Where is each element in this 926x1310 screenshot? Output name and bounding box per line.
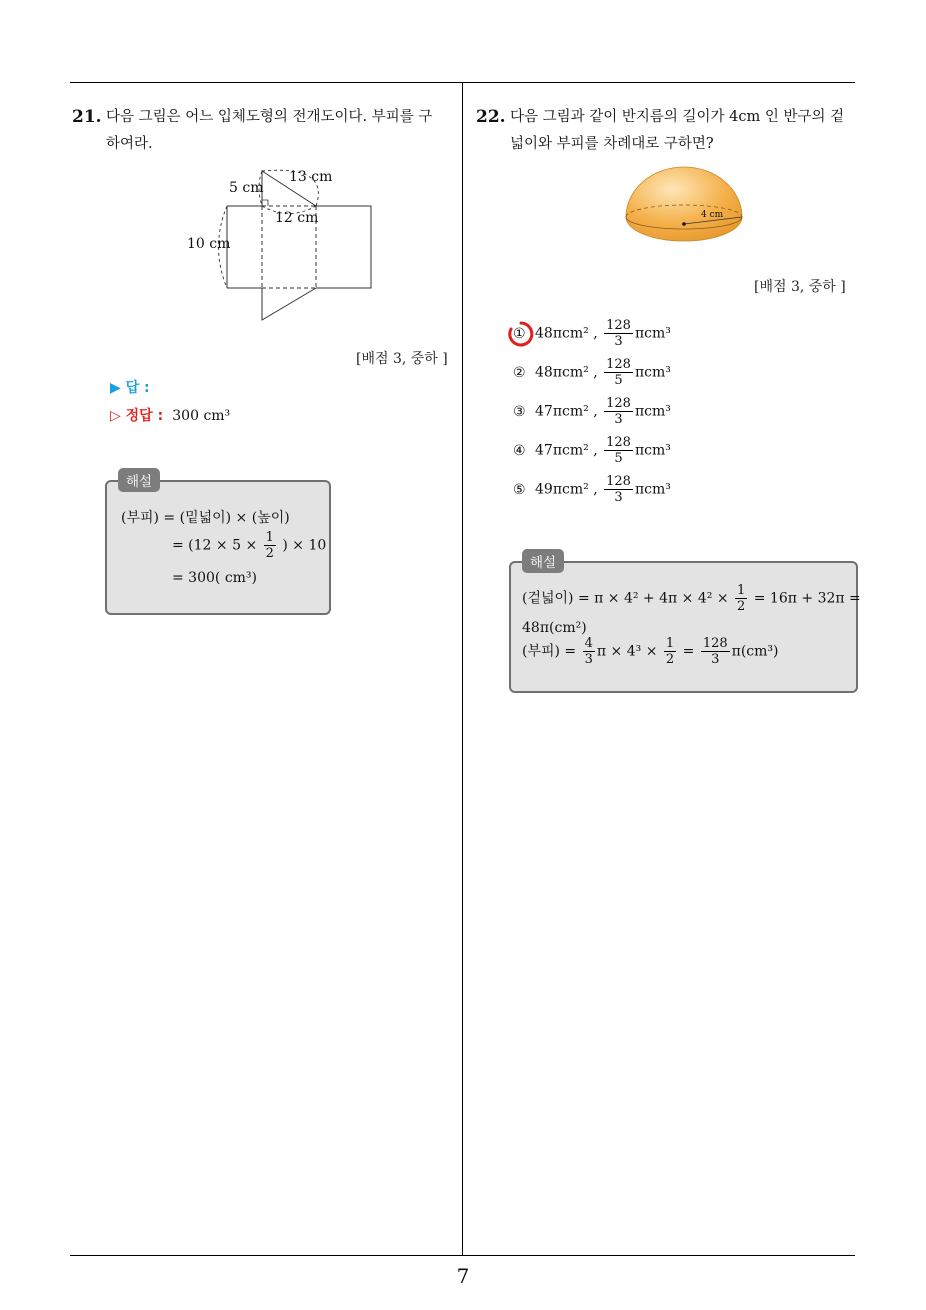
choice-4-num: 128 — [606, 435, 631, 450]
choice-3-fraction — [604, 396, 633, 427]
choice-3-num: 128 — [606, 396, 631, 411]
question-21-line1: 다음 그림은 어느 입체도형의 전개도이다. 부피를 구 — [106, 109, 433, 125]
question-22-text — [510, 104, 844, 158]
expl21-fraction — [264, 530, 276, 561]
choice-2-unit: πcm³ — [634, 364, 671, 381]
choice-2-num: 128 — [606, 357, 631, 372]
column-divider — [462, 83, 463, 1255]
label-13cm: 13 cm — [289, 169, 333, 185]
choice-5-number: ⑤ — [513, 481, 526, 498]
expl22-line1-b: = 16π + 32π = — [753, 590, 861, 607]
expl22-f1-num: 4 — [584, 636, 593, 651]
choice-4-den: 5 — [614, 451, 623, 466]
choice-3-area: 47πcm² , — [535, 403, 598, 420]
question-21-score: [배점 3, 중하 ] — [356, 351, 448, 367]
choice-5[interactable] — [513, 474, 671, 505]
hemisphere-body — [626, 167, 742, 241]
expl22-line3-d: π(cm³) — [731, 643, 779, 660]
correct-label: ▷ 정답 : — [110, 408, 164, 424]
expl22-l1-num: 1 — [737, 583, 746, 598]
answer-label: ▶ 답 : — [110, 380, 150, 396]
expl22-line1 — [522, 583, 861, 614]
choice-1-fraction — [604, 318, 633, 349]
bottom-triangle — [262, 288, 316, 320]
expl22-line3-b: π × 4³ × — [596, 643, 658, 660]
explanation-tag-21: 해설 — [118, 468, 160, 492]
expl21-frac-num: 1 — [265, 530, 274, 545]
expl21-line2 — [172, 530, 326, 561]
label-12cm: 12 cm — [275, 210, 319, 226]
expl22-l1-den: 2 — [737, 599, 746, 614]
choice-4-number: ④ — [513, 442, 526, 459]
choice-1-unit: πcm³ — [634, 325, 671, 342]
expl21-line3: = 300( cm³) — [172, 570, 258, 586]
center-point — [682, 222, 686, 226]
correct-value: 300 cm³ — [172, 408, 231, 424]
expl22-f2-den: 2 — [665, 652, 675, 667]
selected-answer-circle — [507, 320, 535, 348]
choice-2[interactable] — [513, 357, 671, 388]
radius-label: 4 cm — [701, 210, 724, 220]
question-21-text — [106, 104, 432, 158]
expl22-line3-frac1 — [583, 636, 595, 667]
question-22-score: [배점 3, 중하 ] — [754, 279, 846, 295]
choice-5-num: 128 — [606, 474, 631, 489]
choice-4-unit: πcm³ — [634, 442, 671, 459]
choice-3-number: ③ — [513, 403, 526, 420]
choice-2-den: 5 — [614, 373, 623, 388]
choice-3[interactable] — [513, 396, 671, 427]
choice-2-area: 48πcm² , — [535, 364, 598, 381]
expl22-line3 — [522, 636, 779, 667]
choice-1-area: 48πcm² , — [535, 325, 598, 342]
expl21-line1: (부피) = (밑넓이) × (높이) — [121, 510, 290, 526]
expl22-line2: 48π(cm²) — [522, 620, 587, 636]
expl22-line3-a: (부피) = — [522, 643, 577, 660]
choice-5-unit: πcm³ — [634, 481, 671, 498]
expl22-f3-num: 128 — [702, 636, 728, 651]
label-10cm: 10 cm — [187, 236, 231, 252]
choice-4-fraction — [604, 435, 633, 466]
question-22-line1: 다음 그림과 같이 반지름의 길이가 4cm 인 반구의 겉 — [510, 109, 845, 125]
choice-1-num: 128 — [606, 318, 631, 333]
expl22-line3-frac3 — [701, 636, 730, 667]
correct-answer-row — [110, 405, 230, 425]
choice-2-number: ② — [513, 364, 526, 381]
question-21-number: 21. — [72, 107, 102, 127]
choice-1-number: ① — [513, 325, 526, 342]
expl22-line3-c: = — [682, 643, 695, 660]
choice-1[interactable] — [513, 318, 671, 349]
expl22-line1-a: (겉넓이) = π × 4² + 4π × 4² × — [522, 590, 729, 607]
page-number: 7 — [456, 1264, 470, 1288]
choice-3-unit: πcm³ — [634, 403, 671, 420]
expl21-line2-b: ) × 10 — [282, 537, 327, 554]
expl22-f3-den: 3 — [711, 652, 720, 667]
choice-4[interactable] — [513, 435, 671, 466]
expl22-f1-den: 3 — [584, 652, 593, 667]
question-22-number: 22. — [476, 107, 506, 127]
expl22-line3-frac2 — [664, 636, 676, 667]
expl22-line1-fraction — [735, 583, 747, 614]
hemisphere-figure — [620, 162, 750, 248]
choice-1-den: 3 — [614, 334, 623, 349]
expl22-f2-num: 1 — [665, 636, 675, 651]
question-22-line2: 넓이와 부피를 차례대로 구하면? — [510, 136, 714, 152]
expl21-frac-den: 2 — [265, 546, 274, 561]
choice-2-fraction — [604, 357, 633, 388]
expl21-line2-a: = (12 × 5 × — [172, 537, 258, 554]
choice-5-area: 49πcm² , — [535, 481, 598, 498]
bottom-rule — [70, 1255, 855, 1256]
choice-3-den: 3 — [614, 412, 623, 427]
label-5cm: 5 cm — [229, 180, 264, 196]
explanation-tag-22: 해설 — [522, 549, 564, 573]
question-21-line2: 하여라. — [106, 136, 153, 152]
choice-5-fraction — [604, 474, 633, 505]
choice-5-den: 3 — [614, 490, 623, 505]
choice-4-area: 47πcm² , — [535, 442, 598, 459]
